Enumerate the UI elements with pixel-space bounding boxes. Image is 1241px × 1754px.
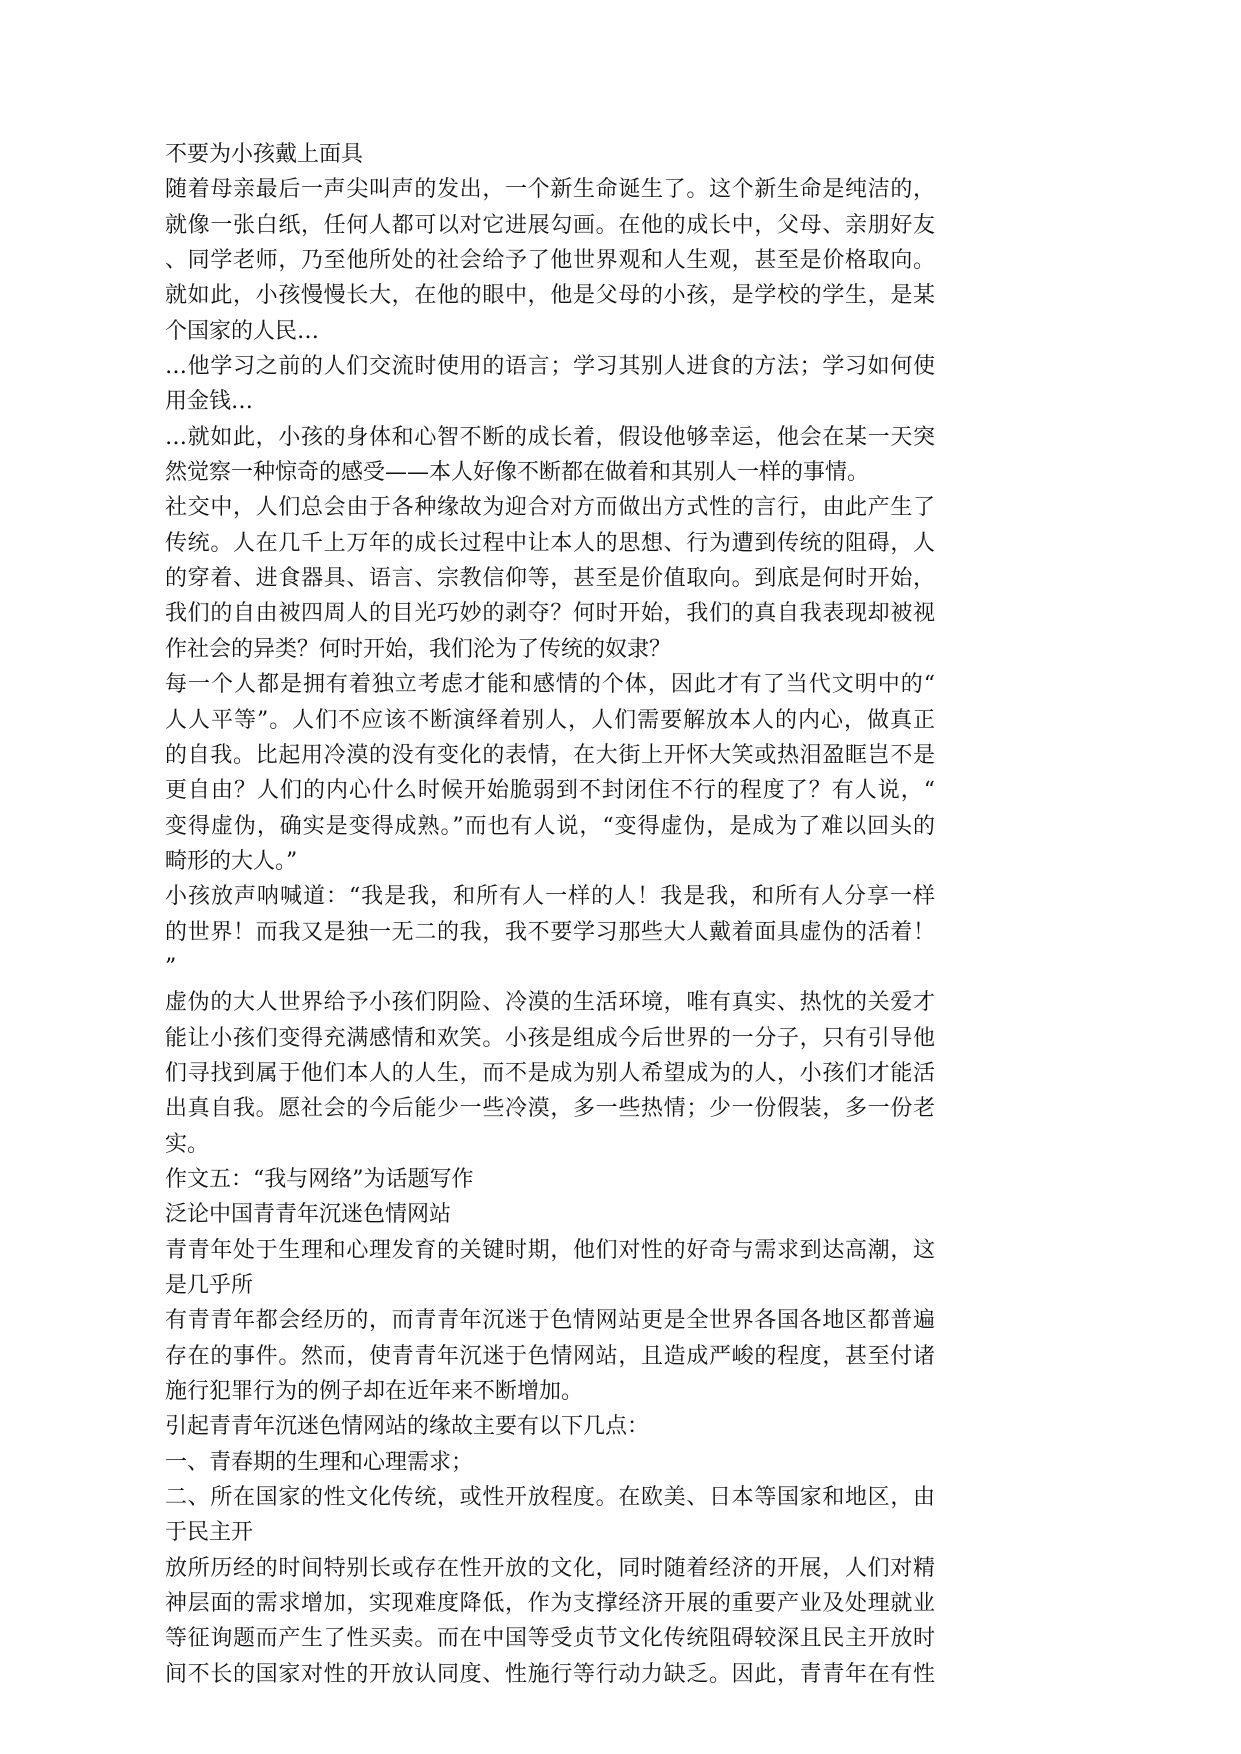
text-line: 就如此，小孩慢慢长大，在他的眼中，他是父母的小孩，是学校的学生，是某 <box>165 283 935 309</box>
text-line: 的世界！而我又是独一无二的我，我不要学习那些大人戴着面具虚伪的活着！ <box>165 919 935 945</box>
text-line: 等征询题而产生了性买卖。而在中国等受贞节文化传统阻碍较深且民主开放时 <box>165 1626 935 1652</box>
text-line: 施行犯罪行为的例子却在近年来不断增加。 <box>165 1379 584 1405</box>
text-line: 用金钱… <box>165 389 254 415</box>
text-line: 然觉察一种惊奇的感受——本人好像不断都在做着和其别人一样的事情。 <box>165 460 870 486</box>
list-item: 二、所在国家的性文化传统，或性开放程度。在欧美、日本等国家和地区，由 <box>165 1485 935 1511</box>
text-line: 的穿着、进食器具、语言、宗教信仰等，甚至是价值取向。到底是何时开始， <box>165 566 935 592</box>
text-line: 是几乎所 <box>165 1273 254 1298</box>
text-line: 随着母亲最后一声尖叫声的发出，一个新生命诞生了。这个新生命是纯洁的， <box>165 177 935 203</box>
text-line: 我们的自由被四周人的目光巧妙的剥夺？何时开始，我们的真自我表现却被视 <box>165 601 935 627</box>
text-line: 每一个人都是拥有着独立考虑才能和感情的个体，因此才有了当代文明中的“ <box>165 672 935 698</box>
document-body <box>165 137 935 1692</box>
text-line: 、同学老师，乃至他所处的社会给予了他世界观和人生观，甚至是价格取向。 <box>165 248 935 274</box>
text-line: 人人平等”。人们不应该不断演绎着别人，人们需要解放本人的内心，做真正 <box>165 707 935 733</box>
text-line: 放所历经的时间特别长或存在性开放的文化，同时随着经济的开展，人们对精 <box>165 1555 935 1581</box>
text-line: 于民主开 <box>165 1520 254 1546</box>
text-line: 变得虚伪，确实是变得成熟。”而也有人说，“变得虚伪，是成为了难以回头的 <box>165 813 935 839</box>
text-line: 引起青青年沉迷色情网站的缘故主要有以下几点： <box>165 1414 650 1440</box>
text-line: 神层面的需求增加，实现难度降低，作为支撑经济开展的重要产业及处理就业 <box>165 1591 935 1617</box>
list-item: 一、青春期的生理和心理需求； <box>165 1449 474 1475</box>
text-line: 社交中，人们总会由于各种缘故为迎合对方而做出方式性的言行，由此产生了 <box>165 495 935 521</box>
text-line: 就像一张白纸，任何人都可以对它进展勾画。在他的成长中，父母、亲朋好友 <box>165 212 935 238</box>
text-line: 有青青年都会经历的，而青青年沉迷于色情网站更是全世界各国各地区都普遍 <box>165 1308 935 1334</box>
text-line: 们寻找到属于他们本人的人生，而不是成为别人希望成为的人，小孩们才能活 <box>165 1060 935 1086</box>
text-line: 传统。人在几千上万年的成长过程中让本人的思想、行为遭到传统的阻碍，人 <box>165 530 935 556</box>
section-heading: 作文五：“我与网络”为话题写作 <box>165 1166 474 1192</box>
text-line: ” <box>165 954 177 980</box>
text-line: 存在的事件。然而，使青青年沉迷于色情网站，且造成严峻的程度，甚至付诸 <box>165 1343 935 1369</box>
document-title: 不要为小孩戴上面具 <box>165 142 364 167</box>
text-line: 虚伪的大人世界给予小孩们阴险、冷漠的生活环境，唯有真实、热忱的关爱才 <box>165 990 935 1016</box>
text-line: 能让小孩们变得充满感情和欢笑。小孩是组成今后世界的一分子，只有引导他 <box>165 1025 935 1051</box>
text-line: 间不长的国家对性的开放认同度、性施行等行动力缺乏。因此，青青年在有性 <box>165 1661 935 1687</box>
text-line: 实。 <box>165 1131 210 1157</box>
text-line: 畸形的大人。” <box>165 848 298 874</box>
text-line: 作社会的异类？何时开始，我们沦为了传统的奴隶？ <box>165 636 672 662</box>
text-line: 青青年处于生理和心理发育的关键时期，他们对性的好奇与需求到达高潮，这 <box>165 1237 935 1263</box>
text-line: …就如此，小孩的身体和心智不断的成长着，假设他够幸运，他会在某一天突 <box>165 424 935 450</box>
text-line: 出真自我。愿社会的今后能少一些冷漠，多一些热情；少一份假装，多一份老 <box>165 1096 935 1122</box>
text-line: 的自我。比起用冷漠的没有变化的表情，在大街上开怀大笑或热泪盈眶岂不是 <box>165 742 935 768</box>
article-title: 泛论中国青青年沉迷色情网站 <box>165 1202 452 1228</box>
text-line: 个国家的人民… <box>165 318 320 344</box>
text-line: …他学习之前的人们交流时使用的语言；学习其别人进食的方法；学习如何使 <box>165 354 935 380</box>
text-line: 更自由？人们的内心什么时候开始脆弱到不封闭住不行的程度了？有人说，“ <box>165 778 935 804</box>
text-line: 小孩放声呐喊道：“我是我，和所有人一样的人！我是我，和所有人分享一样 <box>165 884 935 910</box>
